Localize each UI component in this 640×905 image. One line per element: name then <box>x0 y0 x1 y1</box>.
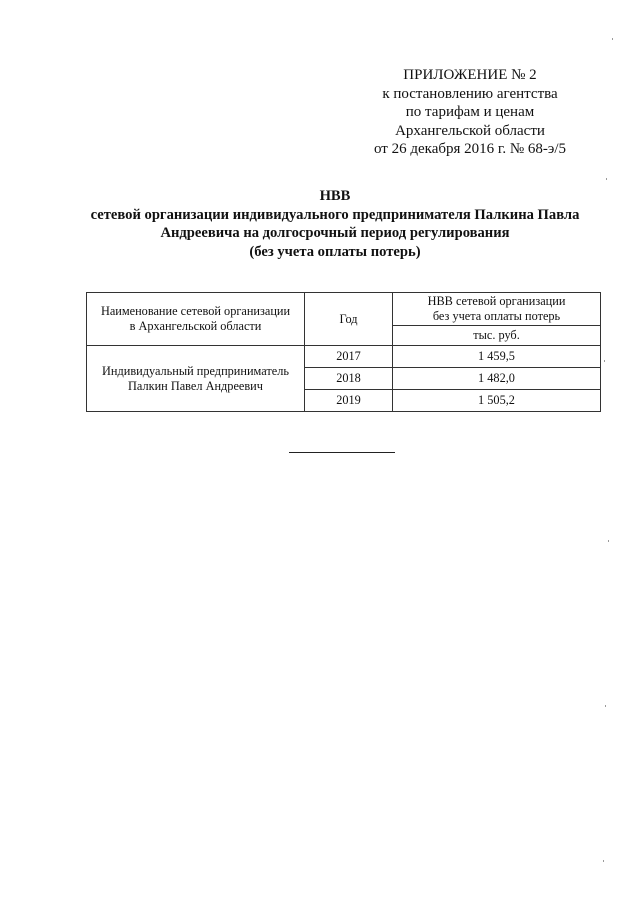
annex-line: Архангельской области <box>395 122 545 139</box>
scan-speck <box>605 705 606 707</box>
year-header-cell: Год <box>305 293 393 346</box>
table-row <box>87 346 601 368</box>
nvv-header-line: НВВ сетевой организации <box>427 294 566 308</box>
value-cell: 1 505,2 <box>393 390 601 412</box>
heading-line: сетевой организации индивидуального предпринимателя Палкина Павла <box>90 206 580 223</box>
nvv-header-cell <box>393 293 601 326</box>
heading-line: Андреевича на долгосрочный период регулирования <box>160 225 510 241</box>
value-cell: 1 459,5 <box>393 346 601 368</box>
org-header-cell <box>87 293 305 346</box>
table-header-row <box>87 293 601 326</box>
organization-cell <box>87 346 305 412</box>
scan-speck <box>604 360 605 362</box>
organization-line: Индивидуальный предприниматель <box>102 363 289 378</box>
nvv-header-line: без учета оплаты потерь <box>432 309 561 323</box>
heading-title: НВВ <box>319 188 351 204</box>
heading-note: (без учета оплаты потерь) <box>249 243 421 260</box>
unit-cell: тыс. руб. <box>393 326 601 346</box>
document-heading <box>60 187 610 261</box>
scan-speck <box>612 38 613 40</box>
annex-line: по тарифам и ценам <box>405 104 535 121</box>
scan-speck <box>603 860 604 862</box>
annex-line: к постановлению агентства <box>382 85 558 102</box>
scan-speck <box>608 540 609 542</box>
year-cell: 2019 <box>305 390 393 412</box>
org-header-line: Наименование сетевой организации <box>100 304 291 318</box>
annex-title: ПРИЛОЖЕНИЕ № 2 <box>403 67 537 83</box>
value-cell: 1 482,0 <box>393 368 601 390</box>
scan-speck <box>606 178 607 180</box>
organization-line: Палкин Павел Андреевич <box>128 378 263 393</box>
annex-date-number: от 26 декабря 2016 г. № 68-э/5 <box>373 141 567 158</box>
closing-divider <box>289 452 395 453</box>
annex-block <box>330 66 610 159</box>
org-header-line: в Архангельской области <box>129 319 262 333</box>
nvv-table <box>86 292 601 412</box>
year-cell: 2017 <box>305 346 393 368</box>
year-cell: 2018 <box>305 368 393 390</box>
